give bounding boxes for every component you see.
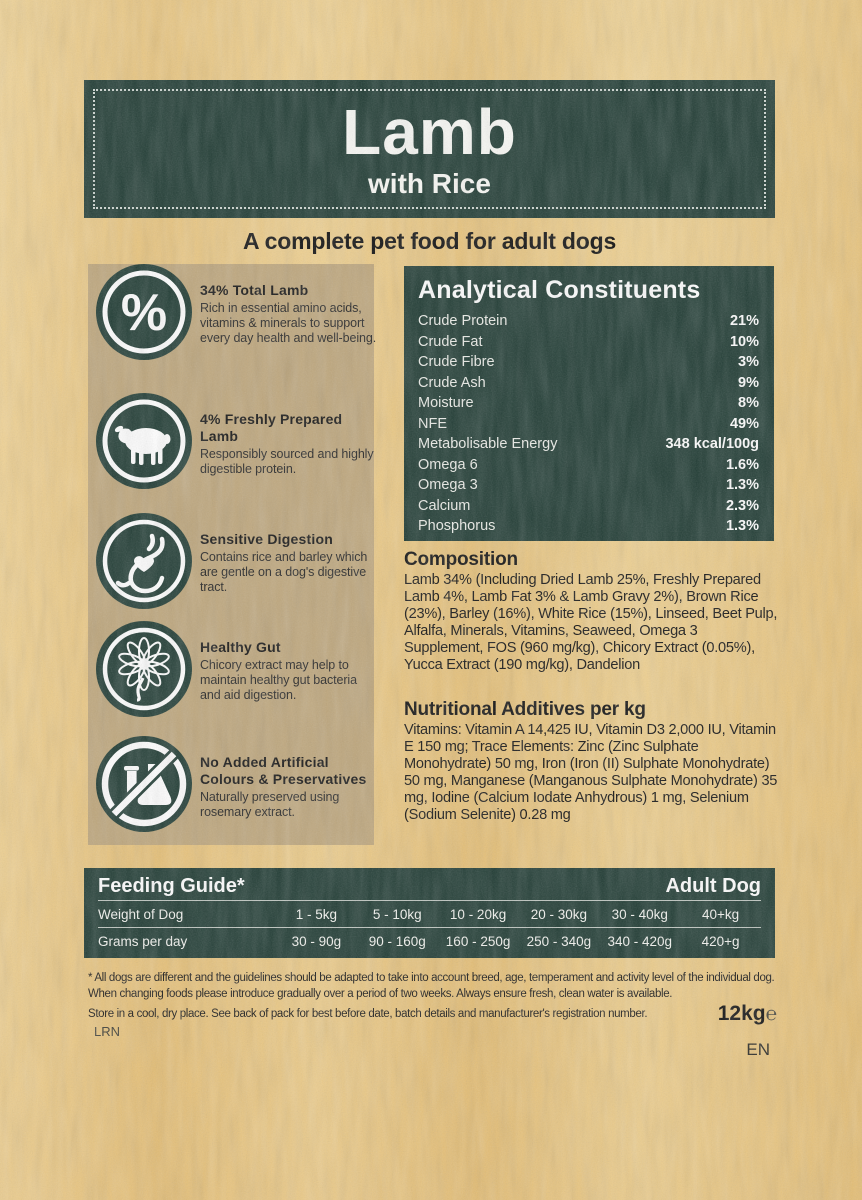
feature-desc: Contains rice and barley which are gentle on a dog's digestive tract. (200, 550, 368, 594)
additives-text: Vitamins: Vitamin A 14,425 IU, Vitamin D3 2,000 IU, Vitamin E 150 mg; Trace Elements: Zinc (Zinc Sulphate Monohydrate) 50 mg, Iron (Iron (II) Sulphate Monohydrate) 50 mg, Manganese (Manganous Sulphate Monohydrate) 35 mg, Iodine (Calcium Iodate Anhydrous) 1 mg, Selenium (Sodium Selenite) 0.28 mg (404, 722, 778, 824)
product-subtitle: with Rice (368, 168, 491, 199)
feature-desc: Rich in essential amino acids, vitamins & minerals to support every day health and well-being. (200, 301, 377, 345)
lamb-icon (96, 393, 192, 489)
feeding-guide-header (98, 873, 761, 900)
table-row: Crude Fibre 3% (418, 354, 759, 370)
weight-row: Weight of Dog 1 - 5kg 5 - 10kg 10 - 20kg 20 - 30kg 30 - 40kg 40+kg (98, 900, 761, 927)
chicory-flower-icon (96, 621, 192, 717)
no-artificial-icon (96, 736, 192, 832)
feature-desc: Responsibly sourced and highly digestible protein. (200, 447, 374, 476)
estimated-sign: ℮ (765, 1004, 777, 1025)
additives-section (404, 699, 780, 824)
feeding-note: * All dogs are different and the guidelines should be adapted to take into account breed, age, temperament and activity level of the individual dog. When changing foods please introduce gradually over a period of two weeks. Always ensure fresh, clean water is available. (88, 972, 775, 1001)
table-row: Crude Ash 9% (418, 374, 759, 391)
tagline: A complete pet food for adult dogs (242, 228, 617, 254)
feeding-guide-table (84, 868, 775, 958)
svg-text:%: % (120, 284, 168, 342)
feature-sensitive-digestion (96, 513, 378, 609)
feature-total-lamb (96, 264, 378, 360)
features-panel (88, 264, 377, 845)
feature-title: 4% Freshly Prepared Lamb (200, 411, 343, 445)
feature-title: Healthy Gut (200, 639, 281, 655)
lrn-code: LRN (94, 1024, 121, 1039)
composition-text: Lamb 34% (Including Dried Lamb 25%, Freshly Prepared Lamb 4%, Lamb Fat 3% & Lamb Gravy 2%), Brown Rice (23%), Barley (16%), White Rice (15%), Linseed, Beet Pulp, Alfalfa, Minerals, Vitamins, Seaweed, Omega 3 Supplement, FOS (960 mg/kg), Chicory Extract (0.05%), Yucca Extract (190 mg/kg), Dandelion (404, 572, 778, 674)
table-row: Calcium 2.3% (418, 497, 759, 514)
language-code: EN (746, 1040, 770, 1059)
analytical-title: Analytical Constituents (418, 276, 701, 304)
pack-weight: 12kg℮ (717, 1002, 777, 1025)
feeding-guide-title: Feeding Guide* (98, 875, 245, 897)
feature-no-artificial (96, 736, 378, 832)
feature-desc: Naturally preserved using rosemary extract. (200, 790, 340, 819)
feature-freshly-prepared (96, 393, 378, 489)
table-row: Omega 6 1.6% (418, 456, 759, 473)
analytical-constituents-table (404, 266, 774, 541)
storage-note: Store in a cool, dry place. See back of pack for best before date, batch details and manufacturer's registration number. (88, 1008, 648, 1020)
header-banner (84, 80, 775, 218)
feature-healthy-gut (96, 621, 378, 717)
feature-title: No Added Artificial Colours & Preservatives (200, 754, 367, 788)
percent-icon (96, 264, 192, 360)
table-row: Moisture 8% (418, 395, 759, 411)
table-row: Crude Protein 21% (418, 313, 759, 329)
composition-section (404, 549, 780, 674)
feature-desc: Chicory extract may help to maintain healthy gut bacteria and aid digestion. (200, 658, 357, 702)
product-title: Lamb (342, 96, 517, 168)
table-row: Phosphorus 1.3% (418, 518, 759, 534)
feature-title: Sensitive Digestion (200, 531, 333, 547)
stomach-icon (96, 513, 192, 609)
dog-type-label: Adult Dog (665, 875, 761, 897)
table-row: NFE 49% (418, 415, 759, 432)
table-row: Metabolisable Energy 348 kcal/100g (418, 436, 759, 452)
feature-title: 34% Total Lamb (200, 282, 309, 298)
grams-row: Grams per day 30 - 90g 90 - 160g 160 - 250g 250 - 340g 340 - 420g 420+g (98, 927, 761, 954)
composition-title: Composition (404, 549, 518, 570)
table-row: Omega 3 1.3% (418, 477, 759, 493)
additives-title: Nutritional Additives per kg (404, 699, 646, 720)
table-row: Crude Fat 10% (418, 333, 759, 350)
